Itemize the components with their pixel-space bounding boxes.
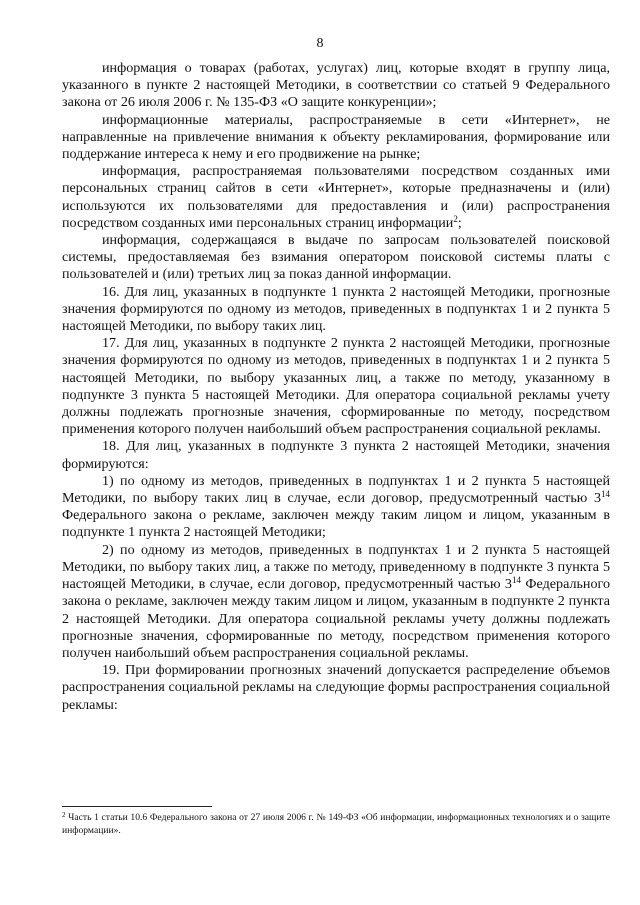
paragraph-internet-materials: [62, 112, 610, 164]
paragraph-text: 1) по одному из методов, приведенных в подпунктах 1 и 2 пункта 5 настоящей Методики, по выбору таких лиц в случае, если договор, предусмотренный частью 3: [62, 472, 610, 507]
superscript-marker: 14: [511, 575, 521, 586]
paragraph-text: информация, распространяемая пользователями посредством созданных ими персональных страниц сайтов в сети «Интернет», которые предназначены и (или) используются их пользователями для предоставления и (или) распространения посредством созданных ими персональных страниц информации: [62, 163, 610, 231]
footnote-marker: 2: [62, 811, 66, 819]
paragraph-text: 19. При формировании прогнозных значений допускается распределение объемов распространения социальной рекламы на следующие формы распространения социальной рекламы:: [62, 662, 610, 713]
paragraph-item-18-2: [62, 542, 610, 662]
footnote-reference: 2: [453, 213, 458, 224]
paragraph-text: 2) по одному из методов, приведенных в подпунктах 1 и 2 пункта 5 настоящей Методики, по выбору таких лиц, а также по методу, приведенному в подпункте 3 пункта 5 настоящей Методики, в случае, если договор, предусмотренный частью 3: [62, 541, 610, 593]
paragraph-text: 17. Для лиц, указанных в подпункте 2 пункта 2 настоящей Методики, прогнозные значения формируются по одному из методов, приведенных в подпунктах 1 и 2 пункта 5 настоящей Методики, по выбору указанных лиц, а также по методу, указанному в подпункте 3 пункта 5 настоящей Методики. Для оператора социальной рекламы учету должны подлежать прогнозные значения, сформированные по методу, посредством применения которого получен наибольший объем распространения социальной рекламы.: [62, 335, 610, 438]
paragraph-text: ;: [457, 214, 462, 231]
paragraph-item-18-1: [62, 473, 610, 542]
paragraph-item-19: [62, 662, 610, 714]
paragraph-item-16: [62, 284, 610, 336]
paragraph-text: 18. Для лиц, указанных в подпункте 3 пункта 2 настоящей Методики, значения формируются:: [62, 438, 610, 472]
paragraph-text: Федерального закона о рекламе, заключен между таким лицом и лицом, указанным в подпункте 2 пункта 2 настоящей Методики. Для оператора социальной рекламы учету должны подлежать прогнозные значения, сформированные по методу, посредством применения которого получен наибольший объем распространения социальной рекламы.: [62, 576, 610, 661]
paragraph-personal-pages: [62, 163, 610, 232]
paragraph-search-results: [62, 232, 610, 284]
paragraph-item-17: [62, 335, 610, 438]
paragraph-text: информация, содержащаяся в выдаче по запросам пользователей поисковой системы, предоставляемая без взимания оператором поисковой системы платы с пользователей и (или) третьих лиц за показ данной информации.: [62, 232, 610, 283]
footnote: [62, 812, 610, 837]
footnote-divider: [62, 806, 212, 807]
paragraph-text: информация о товарах (работах, услугах) лиц, которые входят в группу лица, указанного в пункте 2 настоящей Методики, в соответствии со статьей 9 Федерального закона от 26 июля 2006 г. № 135-ФЗ «О защите конкуренции»;: [62, 60, 610, 111]
paragraph-text: Федерального закона о рекламе, заключен между таким лицом и лицом, указанным в подпункте 1 пункта 2 настоящей Методики;: [62, 507, 610, 541]
paragraph-item-18: [62, 438, 610, 472]
paragraph-text: информационные материалы, распространяемые в сети «Интернет», не направленные на привлечение внимания к объекту рекламирования, формирование или поддержание интереса к нему и его продвижение на рынке;: [62, 111, 610, 163]
superscript-marker: 14: [601, 489, 610, 500]
document-body: [62, 60, 610, 714]
paragraph-competition-info: [62, 60, 610, 112]
paragraph-text: 16. Для лиц, указанных в подпункте 1 пункта 2 настоящей Методики, прогнозные значения формируются по одному из методов, приведенных в подпунктах 1 и 2 пункта 5 настоящей Методики, по выбору таких лиц.: [62, 283, 610, 335]
footnote-text: Часть 1 статьи 10.6 Федерального закона от 27 июля 2006 г. № 149-ФЗ «Об информации, информационных технологиях и о защите информации».: [62, 812, 610, 836]
page-number: 8: [316, 36, 324, 51]
